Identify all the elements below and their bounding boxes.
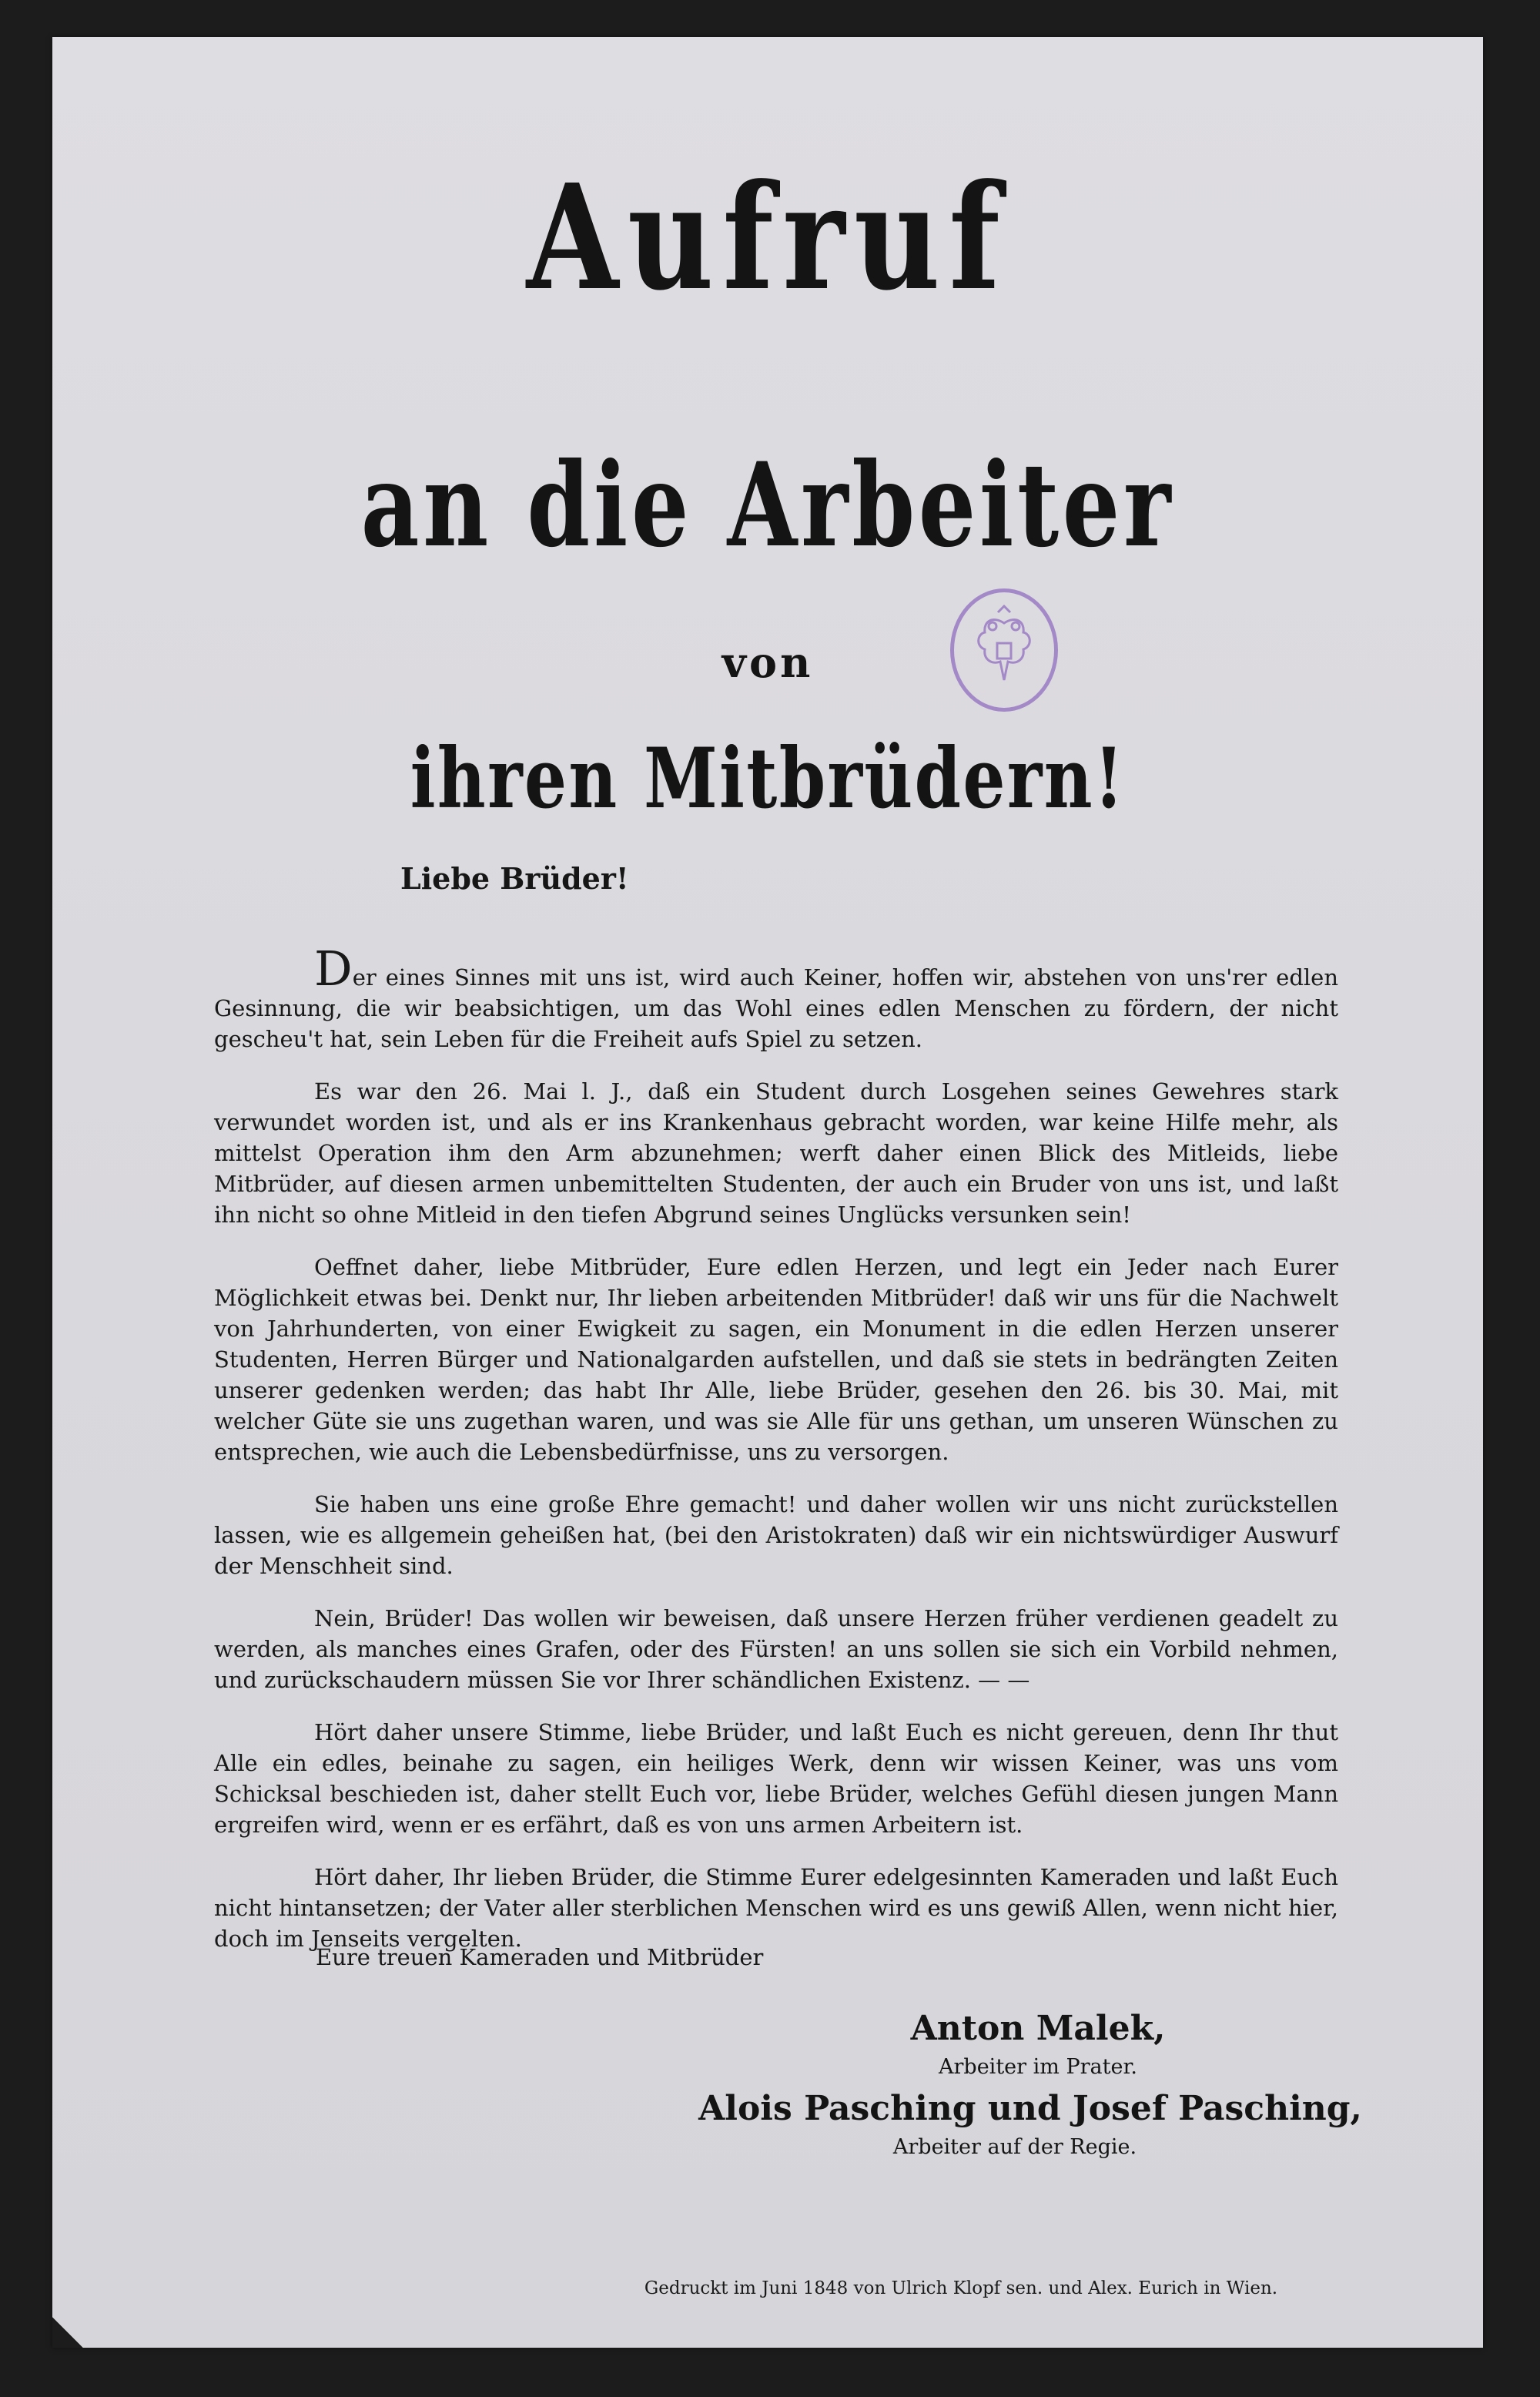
signature-name: Alois Pasching und Josef Pasching, [698,2089,1362,2128]
salutation: Liebe Brüder! [400,861,629,896]
title-line-mitbruedern: ihren Mitbrüdern! [410,730,1126,827]
title-line-arbeiter: an die Arbeiter [360,437,1175,573]
title-line-aufruf: Aufruf [526,153,1009,323]
printer-imprint: Gedruckt im Juni 1848 von Ulrich Klopf sen. und Alex. Eurich in Wien. [644,2278,1278,2298]
signature-role: Arbeiter auf der Regie. [892,2135,1137,2159]
title-line-von: von [721,638,814,687]
body-text [214,940,1338,1976]
signature-role: Arbeiter im Prater. [939,2055,1137,2079]
paragraph: Sie haben uns eine große Ehre gemacht! und daher wollen wir uns nicht zurückstellen lassen, wie es allgemein geheißen hat, (bei den Aristokraten) daß wir ein nichtswürdiger Auswurf der Menschheit sind. [214,1491,1338,1579]
paragraph: Es war den 26. Mai l. J., daß ein Student durch Losgehen seines Gewehres stark verwundet worden ist, und als er ins Krankenhaus gebracht worden, war keine Hilfe mehr, als mittelst Operation ihm den Arm abzunehmen; werft daher einen Blick des Mitleids, liebe Mitbrüder, auf diesen armen unbemittelten Studenten, der auch ein Bruder von uns ist, und laßt ihn nicht so ohne Mitleid in den tiefen Abgrund seines Unglücks versunken sein! [214,1078,1338,1228]
poster-sheet [52,37,1483,2348]
paragraph: Hört daher unsere Stimme, liebe Brüder, und laßt Euch es nicht gereuen, denn Ihr thut Alle ein edles, beinahe zu sagen, ein heiliges Werk, denn wir wissen Keiner, was uns vom Schicksal beschieden ist, daher stellt Euch vor, liebe Brüder, welches Gefühl diesen jungen Mann ergreifen wird, wenn er es erfährt, daß es von uns armen Arbeitern ist. [214,1719,1338,1838]
paragraph: Nein, Brüder! Das wollen wir beweisen, daß unsere Herzen früher verdienen geadelt zu werden, als manches eines Grafen, oder des Fürsten! an uns sollen sie sich ein Vorbild nehmen, und zurückschaudern müssen Sie vor Ihrer schändlichen Existenz. — — [214,1605,1338,1693]
library-stamp [950,588,1058,712]
closing-line: Eure treuen Kameraden und Mitbrüder [316,1944,764,1970]
paragraph: Hört daher, Ihr lieben Brüder, die Stimme Eurer edelgesinnten Kameraden und laßt Euch nicht hintansetzen; der Vater aller sterblichen Menschen wird es uns gewiß Allen, wenn nicht hier, doch im Jenseits vergelten. [214,1864,1338,1952]
paragraph: Oeffnet daher, liebe Mitbrüder, Eure edlen Herzen, und legt ein Jeder nach Eurer Möglichkeit etwas bei. Denkt nur, Ihr lieben arbeitenden Mitbrüder! daß wir uns für die Nachwelt von Jahrhunderten, von einer Ewigkeit zu sagen, ein Monument in die edlen Herzen unserer Studenten, Herren Bürger und Nationalgarden aufstellen, und daß sie stets in bedrängten Zeiten unserer gedenken werden; das habt Ihr Alle, liebe Brüder, gesehen den 26. bis 30. Mai, mit welcher Güte sie uns zugethan waren, und was sie Alle für uns gethan, um unseren Wünschen zu entsprechen, wie auch die Lebensbedürfnisse, uns zu versorgen. [214,1254,1338,1465]
signature-name: Anton Malek, [910,2009,1166,2048]
paragraph: Der eines Sinnes mit uns ist, wird auch Keiner, hoffen wir, abstehen von uns'rer edlen Gesinnung, die wir beabsichtigen, um das Wohl eines edlen Menschen zu fördern, der nicht gescheu't hat, sein Leben für die Freiheit aufs Spiel zu setzen. [214,940,1338,1052]
double-headed-eagle-icon [962,600,1046,700]
